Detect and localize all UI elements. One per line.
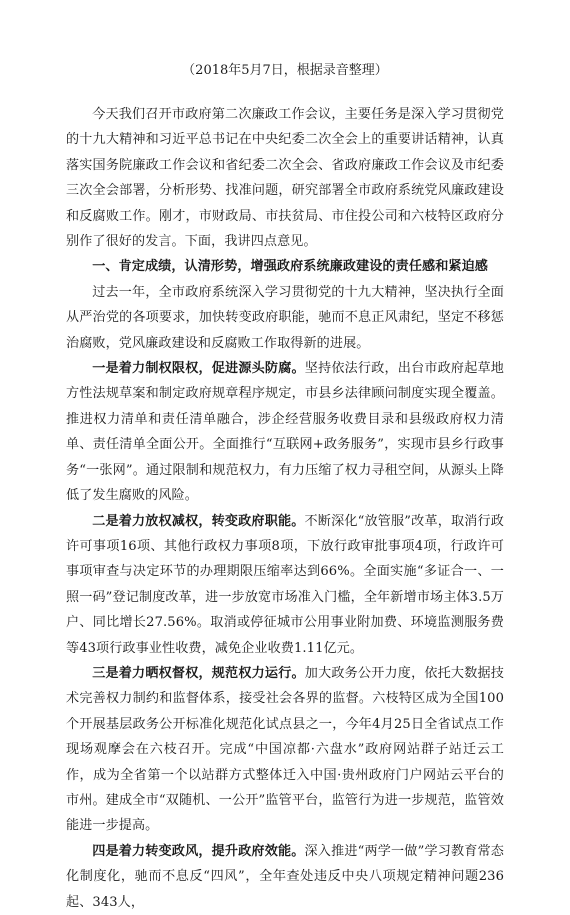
item-3-lead: 三是着力晒权督权，规范权力运行。 xyxy=(92,665,305,681)
section-body: 过去一年，全市政府系统深入学习贯彻党的十九大精神，坚决执行全面从严治党的各项要求，加快转变政府职能，驰而不息正风肃纪，坚定不移惩治腐败，党风廉政建设和反腐败工作取得新的进展。 xyxy=(66,284,504,351)
item-1-paragraph xyxy=(66,356,504,508)
item-1-body: 坚持依法行政，出台市政府起草地方性法规草案和制定政府规章程序规定，市县乡法律顾问制度实现全覆盖。推进权力清单和责任清单融合，涉企经营服务收费目录和县级政府权力清单、责任清单全面公开。全面推行“互联网+政务服务”，实现市县乡行政事务“一张网”。通过限制和规范权力，有力压缩了权力寻租空间，从源头上降低了发生腐败的风险。 xyxy=(66,361,504,504)
intro-paragraph: 今天我们召开市政府第二次廉政工作会议，主要任务是深入学习贯彻党的十九大精神和习近平总书记在中央纪委二次全会上的重要讲话精神，认真落实国务院廉政工作会议和省纪委二次全会、省政府廉政工作会议及市纪委三次全会部署，分析形势、找准问题，研究部署全市政府系统党风廉政建设和反腐败工作。刚才，市财政局、市扶贫局、市住投公司和六枝特区政府分别作了很好的发言。下面，我讲四点意见。 xyxy=(66,107,504,250)
item-2-body: 不断深化“放管服”改革，取消行政许可事项16项、其他行政权力事项8项，下放行政审批事项4项，行政许可事项审查与决定环节的办理期限压缩率达到66%。全面实施“多证合一、一照一码”登记制度改革，进一步放宽市场准入门槛，全年新增市场主体3.5万户、同比增长27.56%。取消或停征城市公用事业附加费、环境监测服务费等43项行政事业性收费，减免企业收费1.11亿元。 xyxy=(66,513,504,656)
item-4-paragraph xyxy=(66,839,504,915)
item-4-lead: 四是着力转变政风，提升政府效能。 xyxy=(92,843,305,859)
item-3-paragraph xyxy=(66,661,504,839)
item-3-body: 加大政务公开力度，依托大数据技术完善权力制约和监督体系，接受社会各界的监督。六枝特区成为全国100个开展基层政务公开标准化规范化试点县之一，今年4月25日全省试点工作现场观摩会在六枝召开。完成“中国凉都·六盘水”政府网站群子站迁云工作，成为全省第一个以站群方式整体迁入中国·贵州政府门户网站云平台的市州。建成全市“双随机、一公开”监管平台，监管行为进一步规范，监管效能进一步提高。 xyxy=(66,665,504,834)
item-2-paragraph xyxy=(66,509,504,661)
source-note: （2018年5月7日，根据录音整理） xyxy=(182,63,388,78)
item-4-body: 深入推进“两学一做”学习教育常态化制度化，驰而不息反“四风”，全年查处违反中央八项规定精神问题236起、343人， xyxy=(66,843,504,910)
section-heading: 一、肯定成绩，认清形势，增强政府系统廉政建设的责任感和紧迫感 xyxy=(92,259,488,275)
item-1-lead: 一是着力制权限权，促进源头防腐。 xyxy=(92,361,305,377)
item-2-lead: 二是着力放权减权，转变政府职能。 xyxy=(92,513,305,529)
